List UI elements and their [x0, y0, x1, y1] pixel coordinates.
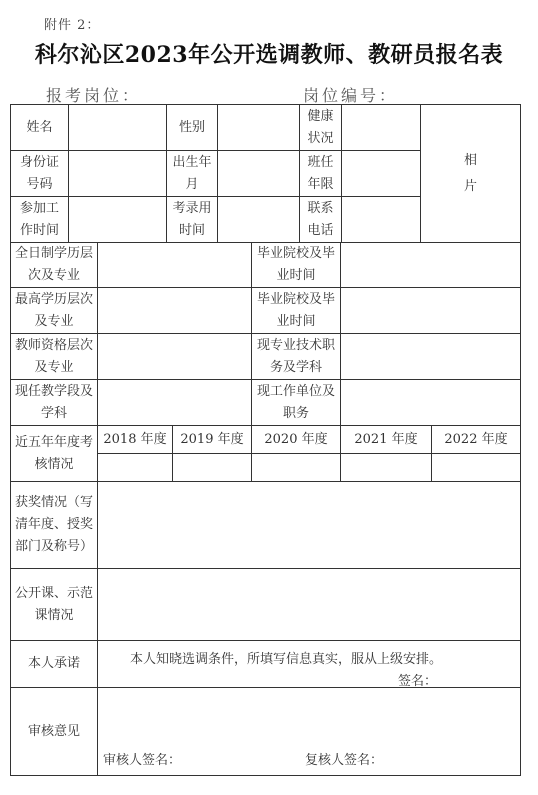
fulltime-education-field[interactable]	[98, 243, 251, 287]
promise-text: 本人知晓选调条件，所填写信息真实，服从上级安排。	[130, 652, 443, 667]
attachment-label: 附件 2：	[44, 18, 101, 33]
health-label: 健康 状况	[307, 108, 334, 146]
year-2018-header: 2018 年度	[103, 431, 167, 447]
year-2022-header: 2022 年度	[444, 431, 508, 447]
reviewer-signature-label: 审核人签名：	[103, 753, 182, 768]
employ-time-field[interactable]	[218, 197, 299, 242]
awards-label: 获奖情况（写 清年度、授奖 部门及称号）	[14, 495, 93, 554]
year-2019-header: 2019 年度	[180, 431, 244, 447]
gender-field[interactable]	[218, 105, 299, 150]
work-start-label: 参加工 作时间	[19, 200, 59, 238]
promise-signature-label: 签名：	[398, 674, 438, 689]
professional-title-label: 现专业技术职 务及学科	[256, 337, 335, 375]
professional-title-field[interactable]	[341, 334, 520, 379]
post-label: 报考岗位：	[46, 86, 142, 105]
year-2018-field[interactable]	[98, 454, 172, 481]
teaching-stage-field[interactable]	[98, 380, 251, 425]
graduation-field[interactable]	[341, 243, 520, 287]
public-lesson-field[interactable]	[98, 569, 520, 640]
name-field[interactable]	[69, 105, 166, 150]
annual-assessment-label: 近五年年度考 核情况	[14, 434, 93, 472]
class-term-label: 班任 年限	[307, 154, 334, 192]
id-number-label: 身份证 号码	[19, 154, 59, 192]
work-unit-label: 现工作单位及 职务	[256, 383, 335, 421]
fulltime-education-label: 全日制学历层 次及专业	[14, 246, 93, 283]
rechecker-signature-label: 复核人签名：	[305, 753, 384, 768]
birth-label: 出生年 月	[172, 154, 212, 192]
graduation-label: 毕业院校及毕 业时间	[256, 246, 335, 283]
photo-box[interactable]: 相 片	[463, 152, 477, 194]
gender-label: 性别	[178, 119, 205, 135]
awards-field[interactable]	[98, 482, 520, 568]
birth-field[interactable]	[218, 151, 299, 196]
teacher-cert-field[interactable]	[98, 334, 251, 379]
year-2020-field[interactable]	[252, 454, 340, 481]
employ-time-label: 考录用 时间	[172, 200, 212, 238]
teaching-stage-label: 现任教学段及 学科	[14, 383, 93, 421]
year-2022-field[interactable]	[432, 454, 520, 481]
year-2019-field[interactable]	[173, 454, 251, 481]
review-label: 审核意见	[27, 723, 80, 739]
work-start-field[interactable]	[69, 197, 166, 242]
phone-label: 联系 电话	[307, 200, 334, 238]
promise-label: 本人承诺	[27, 656, 80, 671]
highest-education-label: 最高学历层次 及专业	[14, 291, 93, 329]
highest-education-field[interactable]	[98, 288, 251, 333]
phone-field[interactable]	[342, 197, 420, 242]
graduation2-label: 毕业院校及毕 业时间	[256, 291, 335, 329]
year-2020-header: 2020 年度	[264, 431, 328, 447]
year-2021-header: 2021 年度	[354, 431, 418, 447]
health-field[interactable]	[342, 105, 420, 150]
year-2021-field[interactable]	[341, 454, 431, 481]
teacher-cert-label: 教师资格层次 及专业	[14, 337, 93, 375]
class-term-field[interactable]	[342, 151, 420, 196]
id-number-field[interactable]	[69, 151, 166, 196]
name-label: 姓名	[26, 119, 53, 135]
form-title: 科尔沁区2023年公开选调教师、教研员报名表	[34, 42, 504, 68]
post-number-label: 岗位编号：	[303, 86, 399, 105]
graduation2-field[interactable]	[341, 288, 520, 333]
work-unit-field[interactable]	[341, 380, 520, 425]
public-lesson-label: 公开课、示范 课情况	[14, 585, 93, 623]
